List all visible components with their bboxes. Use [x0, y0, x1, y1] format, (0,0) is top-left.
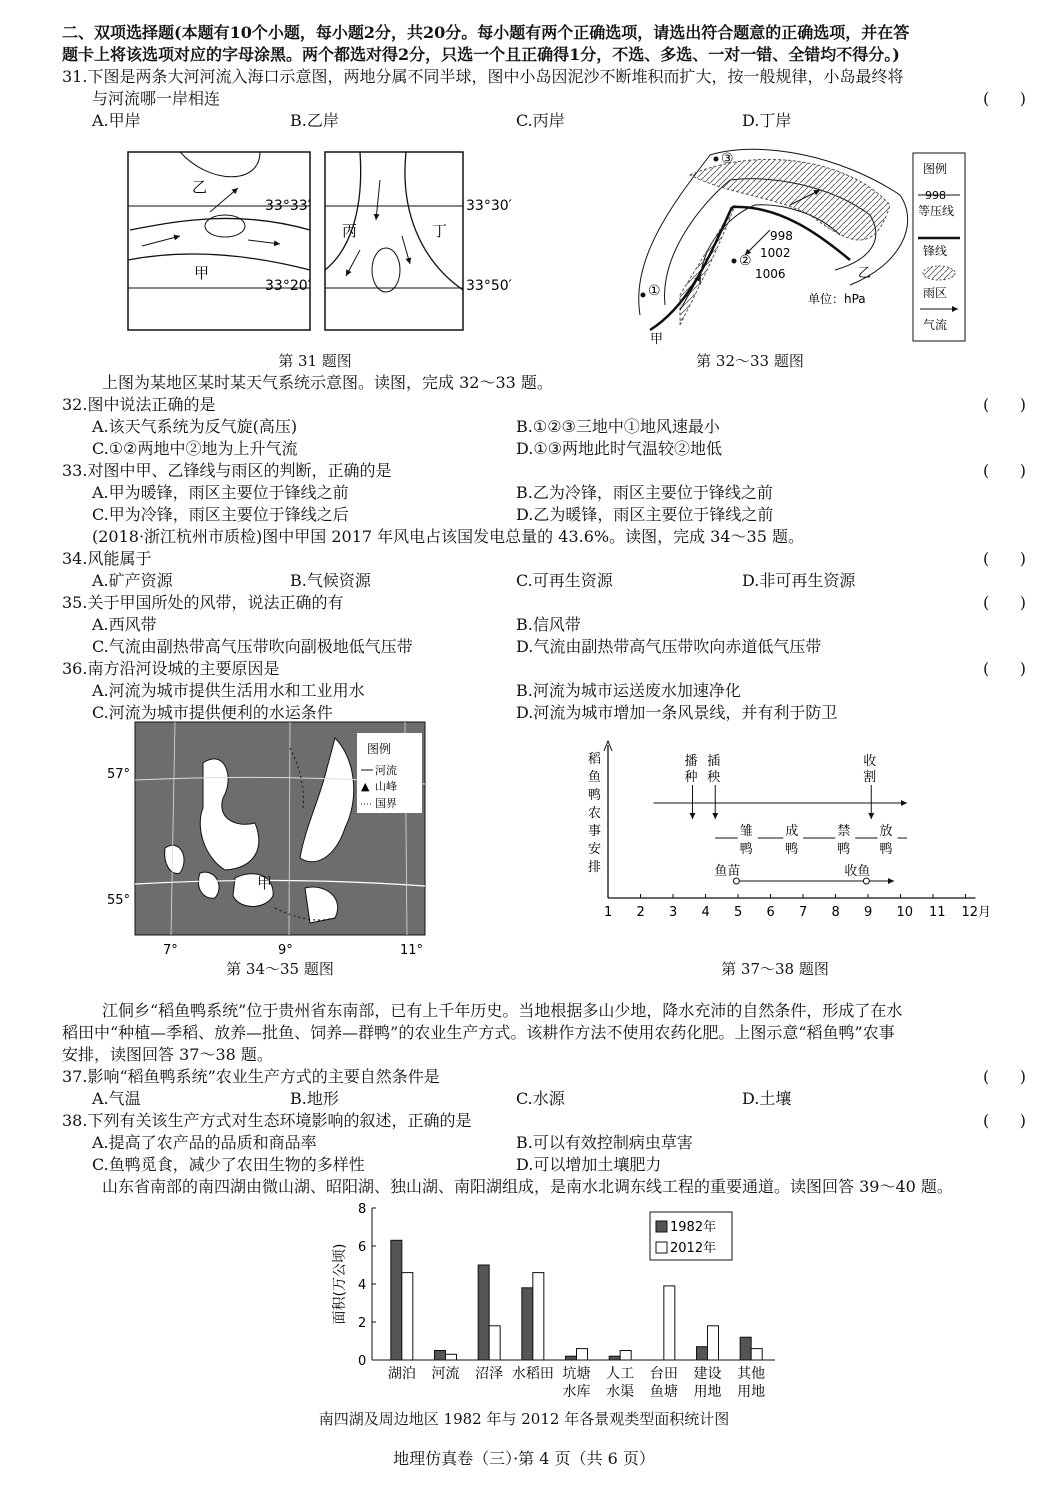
- rice-event-arrowhead: [690, 813, 696, 819]
- front-yi-label: 乙: [858, 266, 872, 281]
- bar-1982: [478, 1265, 489, 1360]
- duck-event-label: 鸭: [739, 842, 753, 857]
- q38-opt-c: C.鱼鸭觅食，减少了农田生物的多样性: [92, 1155, 365, 1174]
- duck-event-label: 鸭: [837, 842, 851, 857]
- y-tick-label: 0: [358, 1354, 367, 1369]
- q38-answer-paren[interactable]: ( ): [983, 1111, 1026, 1130]
- rice-timeline-arrow: [901, 800, 907, 806]
- rice-event-label: 插: [707, 754, 721, 769]
- duck-event-label: 放: [879, 824, 893, 839]
- svg-text:▲: ▲: [361, 780, 370, 793]
- q31-opt-b: B.乙岸: [290, 111, 339, 130]
- para-37-line2: 稻田中“种植—季稻、放养—批鱼、饲养—群鸭”的农业生产方式。该耕作方法不使用农药化肥。上图示意“稻鱼鸭”农事: [62, 1023, 895, 1042]
- bank-yi-label: 乙: [192, 178, 208, 196]
- svg-text:气流: 气流: [923, 318, 948, 332]
- q36-opt-d: D.河流为城市增加一条风景线，并有利于防卫: [516, 703, 838, 722]
- q36-opt-b: B.河流为城市运送废水加速净化: [516, 681, 741, 700]
- bar-1982: [391, 1240, 402, 1360]
- bar-2012: [489, 1326, 500, 1360]
- q34-answer-paren[interactable]: ( ): [983, 549, 1026, 568]
- bar-1982: [435, 1351, 446, 1361]
- q32-opt-a: A.该天气系统为反气旋(高压): [92, 417, 298, 436]
- map-34-legend: [357, 733, 422, 813]
- x-tick-label: 水渠: [606, 1384, 635, 1400]
- svg-text:等压线: 等压线: [918, 204, 955, 218]
- q32-opt-c: C.①②两地中②地为上升气流: [92, 439, 298, 458]
- timeline-ylabel-char: 排: [588, 860, 602, 875]
- estuary-right-panel: [325, 152, 512, 330]
- bar-1982: [697, 1347, 708, 1360]
- y-tick-label: 4: [358, 1278, 367, 1293]
- bank-jia-label: 甲: [194, 264, 210, 282]
- figure-31-caption: 第 31 题图: [278, 352, 352, 370]
- intro-32: 上图为某地区某时某天气系统示意图。读图，完成 32～33 题。: [102, 373, 553, 392]
- q32-opt-d: D.①③两地此时气温较②地低: [516, 439, 723, 458]
- lat-label: 57°: [107, 767, 131, 782]
- bar-2012: [577, 1349, 588, 1360]
- month-tick-label: 5: [734, 905, 743, 920]
- q35-opt-a: A.西风带: [92, 615, 157, 634]
- front-jia-label: 甲: [650, 332, 664, 345]
- y-axis-label: 面积(万公顷): [332, 1243, 348, 1325]
- timeline-ylabel-char: 鸭: [588, 788, 602, 803]
- q36-stem: 36.南方沿河设城的主要原因是: [62, 659, 280, 678]
- rice-event-label: 割: [863, 770, 877, 785]
- q35-stem: 35.关于甲国所处的风带，说法正确的有: [62, 593, 344, 612]
- svg-text:998: 998: [925, 189, 946, 202]
- q37-opt-b: B.地形: [290, 1089, 339, 1108]
- x-tick-label: 其他: [737, 1366, 766, 1382]
- x-tick-label: 水稻田: [511, 1366, 554, 1382]
- bar-1982: [609, 1356, 620, 1360]
- map-34-denmark: [105, 718, 435, 963]
- lon-label: 9°: [278, 943, 293, 958]
- legend-label: 1982年: [670, 1220, 717, 1235]
- x-tick-label: 湖泊: [387, 1366, 416, 1382]
- q38-opt-a: A.提高了农产品的品质和商品率: [92, 1133, 317, 1152]
- month-tick-label: 11: [929, 905, 946, 920]
- bar-2012: [402, 1273, 413, 1360]
- svg-text:图例: 图例: [367, 742, 392, 756]
- map-34-caption: 第 34～35 题图: [226, 960, 334, 978]
- rice-event-arrowhead: [868, 813, 874, 819]
- q31-opt-d: D.丁岸: [742, 111, 792, 130]
- duck-event-label: 禁: [837, 824, 851, 839]
- q33-opt-a: A.甲为暖锋，雨区主要位于锋线之前: [92, 483, 349, 502]
- lat-label: 33°33′: [265, 198, 311, 214]
- isobar-label: 1002: [760, 246, 791, 260]
- svg-text:图例: 图例: [923, 162, 948, 176]
- q35-opt-d: D.气流由副热带高气压带吹向赤道低气压带: [516, 637, 822, 656]
- q34-stem: 34.风能属于: [62, 549, 152, 568]
- rice-event-label: 播: [684, 754, 698, 769]
- lat-label: 33°50′: [466, 278, 512, 294]
- y-tick-label: 6: [358, 1240, 367, 1255]
- page-footer: 地理仿真卷（三）·第 4 页（共 6 页）: [393, 1449, 655, 1468]
- fish-event-label: 收鱼: [844, 864, 871, 879]
- q36-answer-paren[interactable]: ( ): [983, 659, 1026, 678]
- month-tick-label: 12月: [961, 905, 992, 920]
- bar-1982: [740, 1337, 751, 1360]
- bar-2012: [533, 1273, 544, 1360]
- lat-label: 33°30′: [466, 198, 512, 214]
- duck-event-label: 成: [785, 824, 799, 839]
- q35-answer-paren[interactable]: ( ): [983, 593, 1026, 612]
- q32-answer-paren[interactable]: ( ): [983, 395, 1026, 414]
- bank-ding-label: 丁: [432, 222, 448, 240]
- section-header-line2: 题卡上将该选项对应的字母涂黑。两个都选对得2分，只选一个且正确得1分，不选、多选、一对一错、全错均不得分。): [62, 45, 900, 64]
- duck-event-label: 雏: [739, 824, 753, 839]
- duck-event-label: 鸭: [785, 842, 799, 857]
- figure-32-weather-system: [620, 135, 970, 345]
- lat-label: 33°20′: [265, 278, 311, 294]
- figure-32-legend: [913, 153, 965, 341]
- para-37-line1: 江侗乡“稻鱼鸭系统”位于贵州省东南部，已有上千年历史。当地根据多山少地，降水充沛的自然条件，形成了在水: [102, 1001, 903, 1020]
- rice-event-arrowhead: [712, 813, 718, 819]
- point-1-label: ①: [648, 283, 661, 299]
- x-tick-label: 用地: [693, 1384, 722, 1400]
- q31-answer-paren[interactable]: ( ): [983, 89, 1026, 108]
- timeline-ylabel-char: 稻: [588, 752, 602, 767]
- q34-opt-b: B.气候资源: [290, 571, 371, 590]
- bar-2012: [664, 1286, 675, 1360]
- q31-opt-a: A.甲岸: [92, 111, 141, 130]
- isobar-label: 1006: [755, 267, 786, 281]
- figure-32-caption: 第 32～33 题图: [696, 352, 804, 370]
- x-tick-label: 鱼塘: [649, 1384, 678, 1400]
- point-3-label: ③: [721, 151, 734, 167]
- bank-bing-label: 丙: [342, 222, 358, 240]
- q38-stem: 38.下列有关该生产方式对生态环境影响的叙述，正确的是: [62, 1111, 472, 1130]
- q37-opt-c: C.水源: [516, 1089, 565, 1108]
- q35-opt-b: B.信风带: [516, 615, 581, 634]
- figure-37-caption: 第 37～38 题图: [721, 960, 829, 978]
- point-2-label: ②: [739, 253, 752, 269]
- q36-opt-c: C.河流为城市提供便利的水运条件: [92, 703, 333, 722]
- bar-1982: [522, 1288, 533, 1360]
- svg-text:山峰: 山峰: [375, 780, 397, 793]
- svg-text:国界: 国界: [375, 797, 397, 810]
- x-tick-label: 用地: [737, 1384, 766, 1400]
- q31-stem-cont: 与河流哪一岸相连: [92, 89, 221, 108]
- month-tick-label: 9: [864, 905, 873, 920]
- q32-opt-b: B.①②③三地中①地风速最小: [516, 417, 720, 436]
- q34-opt-d: D.非可再生资源: [742, 571, 856, 590]
- y-tick-label: 8: [358, 1202, 367, 1217]
- x-tick-label: 建设: [693, 1366, 722, 1382]
- q34-opt-c: C.可再生资源: [516, 571, 613, 590]
- legend-swatch: [656, 1221, 667, 1232]
- month-tick-label: 6: [766, 905, 775, 920]
- rice-event-label: 种: [684, 770, 698, 785]
- q33-opt-c: C.甲为冷锋，雨区主要位于锋线之后: [92, 505, 349, 524]
- lon-label: 11°: [400, 943, 424, 958]
- month-tick-label: 4: [701, 905, 710, 920]
- month-tick-label: 3: [669, 905, 678, 920]
- x-tick-label: 河流: [431, 1366, 460, 1382]
- q38-opt-d: D.可以增加土壤肥力: [516, 1155, 662, 1174]
- unit-label: 单位：hPa: [808, 292, 866, 306]
- month-tick-label: 8: [831, 905, 840, 920]
- svg-text:锋线: 锋线: [923, 244, 948, 258]
- x-tick-label: 台田: [649, 1366, 678, 1382]
- month-tick-label: 7: [799, 905, 808, 920]
- bar-2012: [751, 1349, 762, 1360]
- duck-event-label: 鸭: [879, 842, 893, 857]
- figure-31-estuary: [120, 140, 530, 355]
- rice-event-label: 秧: [707, 770, 721, 785]
- estuary-left-panel: [128, 152, 311, 330]
- section-header-line1: 二、双项选择题(本题有10个小题，每小题2分，共20分。每小题有两个正确选项，请选出符合题意的正确选项，并在答: [62, 23, 910, 42]
- q37-opt-d: D.土壤: [742, 1089, 792, 1108]
- q35-opt-c: C.气流由副热带高气压带吹向副极地低气压带: [92, 637, 413, 656]
- timeline-ylabel-char: 鱼: [588, 770, 602, 785]
- timeline-ylabel-char: 事: [588, 824, 602, 839]
- intro-39: 山东省南部的南四湖由微山湖、昭阳湖、独山湖、南阳湖组成，是南水北调东线工程的重要通道。读图回答 39～40 题。: [102, 1177, 953, 1196]
- lon-label: 7°: [163, 943, 178, 958]
- legend-swatch: [656, 1242, 667, 1253]
- q34-opt-a: A.矿产资源: [92, 571, 173, 590]
- landscape-area-bar-chart: [320, 1198, 790, 1408]
- legend-label: 2012年: [670, 1241, 717, 1256]
- svg-text:雨区: 雨区: [923, 286, 948, 300]
- month-tick-label: 10: [896, 905, 914, 920]
- q37-answer-paren[interactable]: ( ): [983, 1067, 1026, 1086]
- country-jia-label: 甲: [257, 874, 273, 892]
- q32-stem: 32.图中说法正确的是: [62, 395, 216, 414]
- q33-opt-d: D.乙为暖锋，雨区主要位于锋线之前: [516, 505, 774, 524]
- q36-opt-a: A.河流为城市提供生活用水和工业用水: [92, 681, 365, 700]
- chart-title: 南四湖及周边地区 1982 年与 2012 年各景观类型面积统计图: [318, 1410, 730, 1428]
- x-tick-label: 水库: [562, 1384, 591, 1400]
- bar-1982: [566, 1356, 577, 1360]
- isobar-label: 998: [770, 229, 793, 243]
- bar-2012: [446, 1354, 457, 1360]
- month-tick-label: 1: [604, 905, 613, 920]
- x-tick-label: 沼泽: [475, 1366, 504, 1382]
- x-tick-label: 人工: [606, 1366, 635, 1382]
- lat-label: 55°: [107, 893, 131, 908]
- q31-stem: 31.下图是两条大河河流入海口示意图，两地分属不同半球，图中小岛因泥沙不断堆积而扩大，按一般规律，小岛最终将: [62, 67, 904, 86]
- bar-2012: [620, 1351, 631, 1361]
- month-tick-label: 2: [636, 905, 645, 920]
- para-37-line3: 安排，读图回答 37～38 题。: [62, 1045, 273, 1064]
- q33-answer-paren[interactable]: ( ): [983, 461, 1026, 480]
- y-tick-label: 2: [358, 1316, 367, 1331]
- fish-timeline-arrow: [888, 878, 894, 884]
- bar-2012: [708, 1326, 719, 1360]
- rice-event-label: 收: [863, 754, 877, 769]
- q33-opt-b: B.乙为冷锋，雨区主要位于锋线之前: [516, 483, 773, 502]
- q37-opt-a: A.气温: [92, 1089, 141, 1108]
- q31-opt-c: C.丙岸: [516, 111, 565, 130]
- intro-34: (2018·浙江杭州市质检)图中甲国 2017 年风电占该国发电总量的 43.6%。读图，完成 34～35 题。: [92, 527, 804, 546]
- q33-stem: 33.对图中甲、乙锋线与雨区的判断，正确的是: [62, 461, 392, 480]
- q38-opt-b: B.可以有效控制病虫草害: [516, 1133, 693, 1152]
- q37-stem: 37.影响“稻鱼鸭系统”农业生产方式的主要自然条件是: [62, 1067, 440, 1086]
- timeline-ylabel-char: 农: [588, 806, 602, 821]
- figure-37-farming-timeline: [580, 735, 1000, 935]
- fish-event-label: 鱼苗: [714, 864, 741, 879]
- svg-text:河流: 河流: [375, 764, 397, 777]
- x-tick-label: 坑塘: [562, 1366, 591, 1382]
- timeline-ylabel-char: 安: [588, 842, 602, 857]
